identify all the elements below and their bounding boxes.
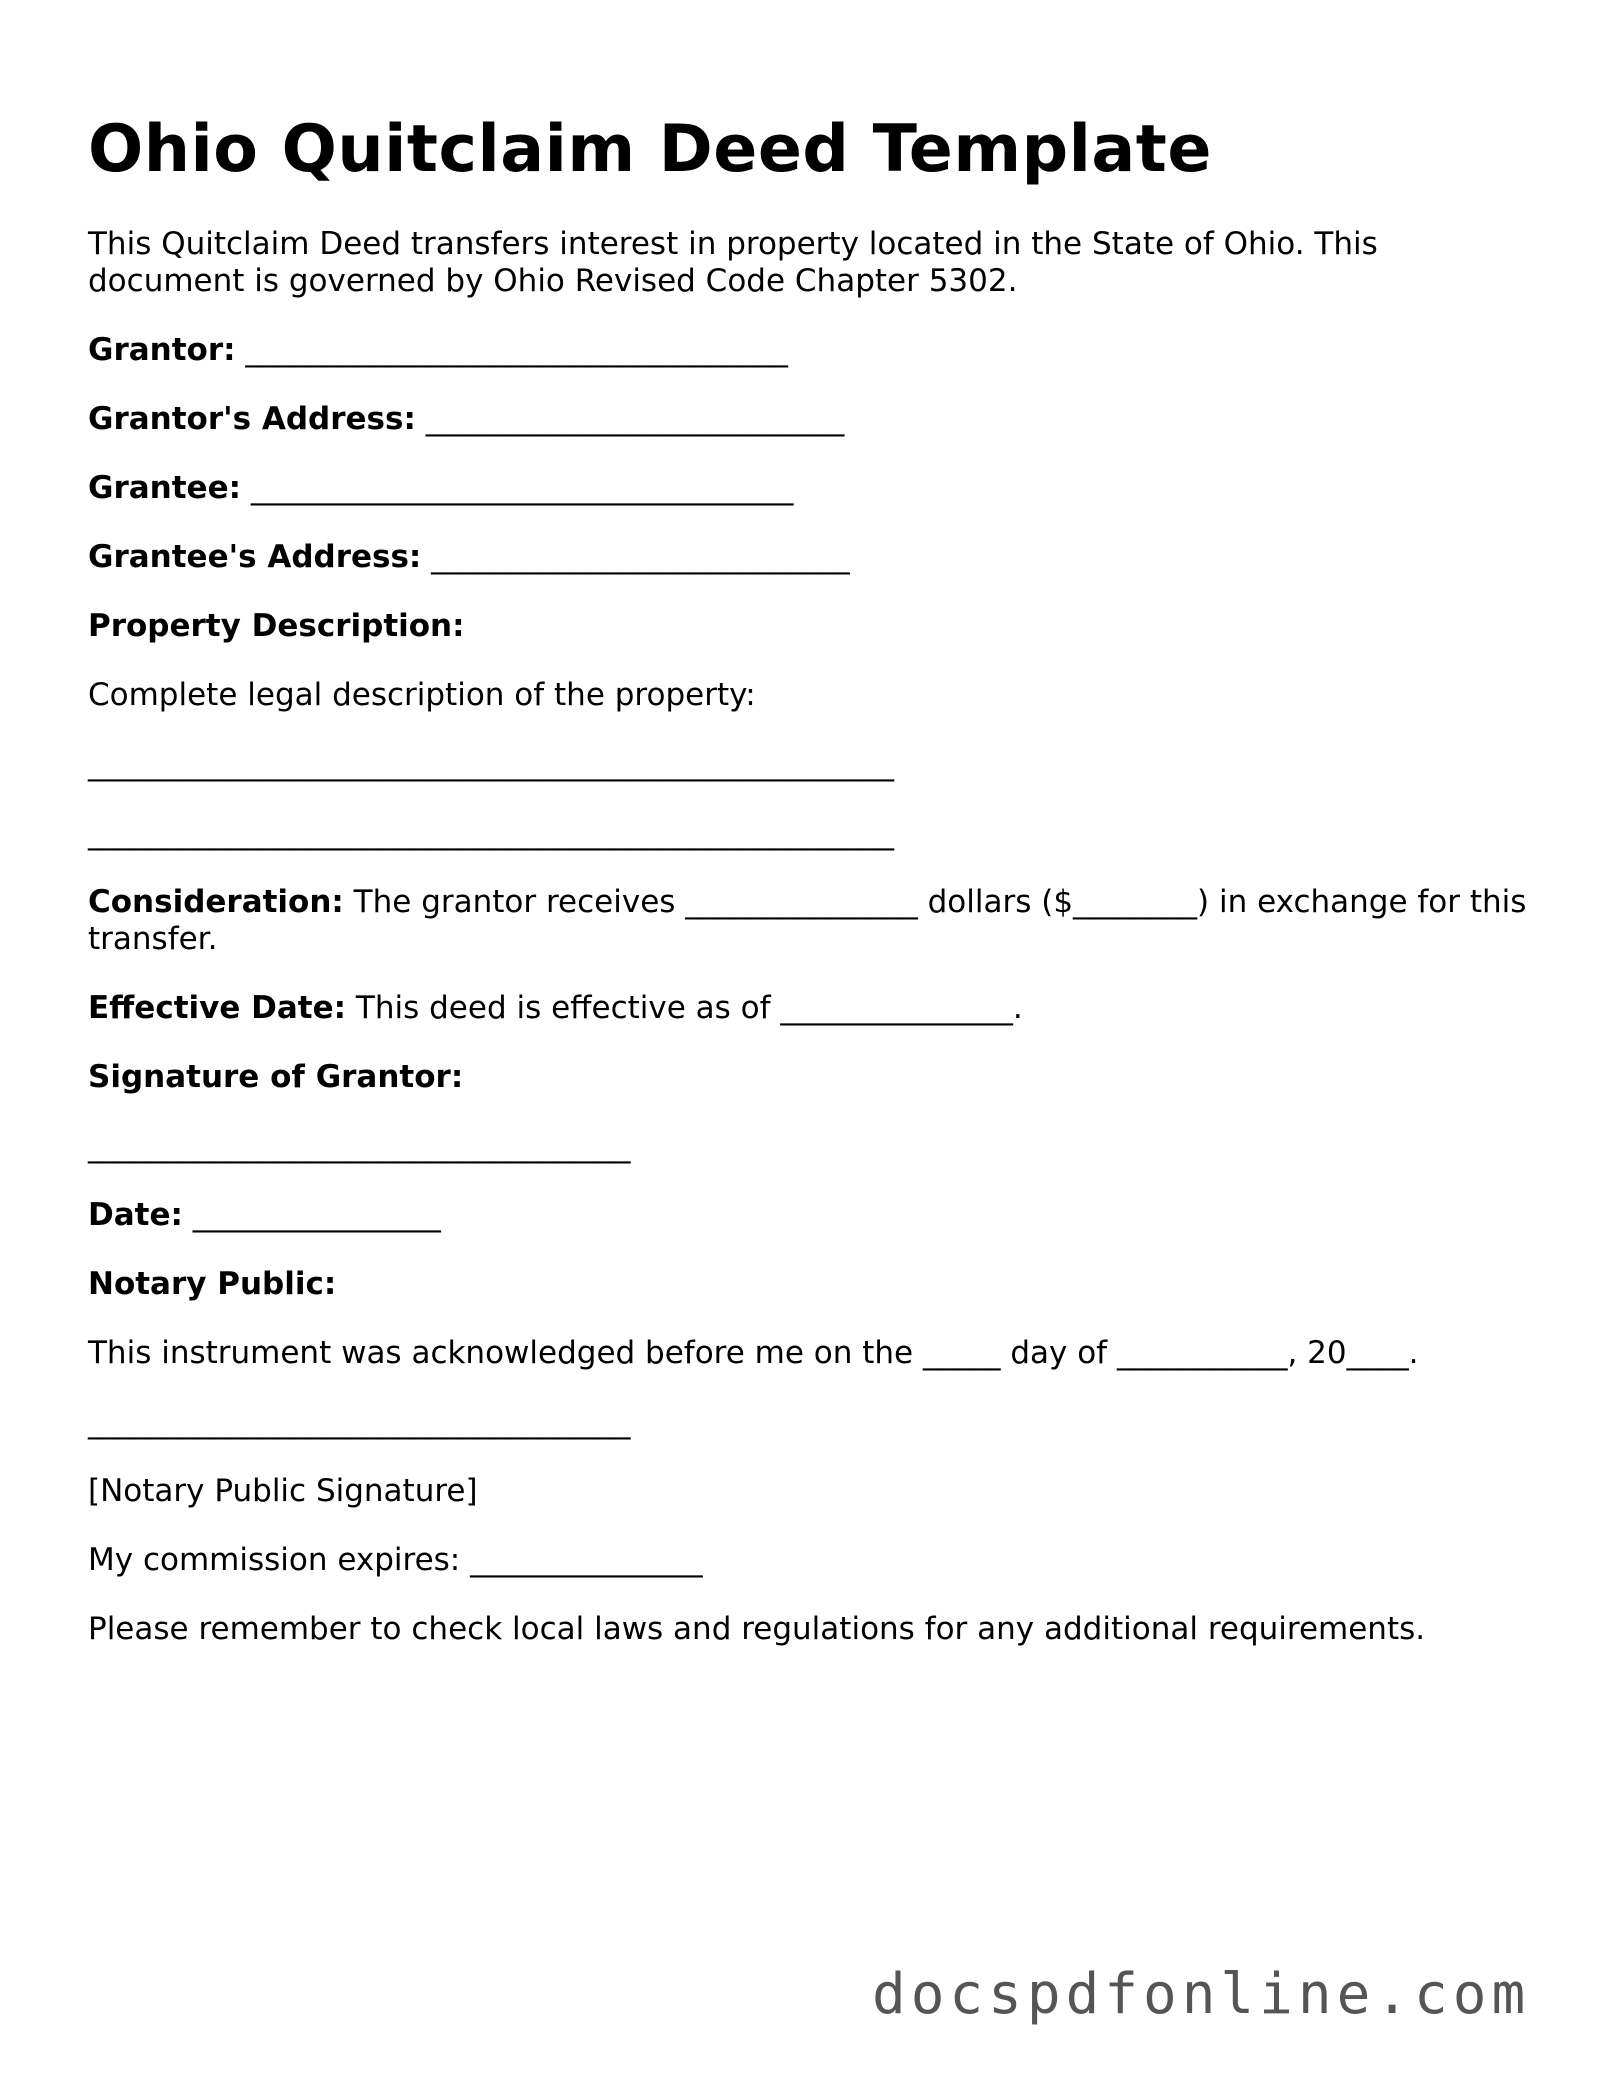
grantor-address-label: Grantor's Address: — [88, 401, 416, 437]
watermark-text: docspdfonline.com — [872, 1962, 1531, 2027]
grantee-address-label: Grantee's Address: — [88, 539, 422, 575]
grantor-address-blank[interactable]: ___________________________ — [425, 401, 845, 437]
grantor-field — [88, 332, 1528, 369]
property-description-heading — [88, 608, 1528, 645]
grantee-label: Grantee: — [88, 470, 241, 506]
grantee-blank[interactable]: ___________________________________ — [250, 470, 794, 506]
consideration-label: Consideration: — [88, 884, 344, 920]
document-title: Ohio Quitclaim Deed Template — [88, 112, 1212, 187]
consideration-field — [88, 884, 1537, 958]
intro-paragraph: This Quitclaim Deed transfers interest in property located in the State of Ohio. This document is governed by Ohio Revised Code Chapter 5302. — [88, 226, 1388, 299]
grantor-address-field — [88, 401, 1528, 438]
notary-signature-line[interactable]: ___________________________________ — [88, 1404, 631, 1440]
property-description-line-2[interactable]: ____________________________________________________ — [88, 815, 894, 851]
grantee-address-blank[interactable]: ___________________________ — [431, 539, 850, 575]
notary-heading — [88, 1266, 1528, 1303]
signature-label: Signature of Grantor: — [88, 1059, 464, 1095]
effective-date-text[interactable]: This deed is effective as of _______________. — [346, 990, 1023, 1026]
grantor-label: Grantor: — [88, 332, 236, 368]
notary-label: Notary Public: — [88, 1266, 337, 1302]
reminder-text: Please remember to check local laws and regulations for any additional requirements. — [88, 1611, 1426, 1647]
effective-date-field — [88, 990, 1528, 1027]
grantor-blank[interactable]: ___________________________________ — [245, 332, 788, 368]
property-description-line-1[interactable]: ____________________________________________________ — [88, 746, 894, 782]
date-field — [88, 1197, 1528, 1234]
effective-date-label: Effective Date: — [88, 990, 347, 1026]
property-description-label: Property Description: — [88, 608, 465, 644]
signature-heading — [88, 1059, 1528, 1096]
commission-expiry-field[interactable]: My commission expires: _______________ — [88, 1542, 703, 1578]
date-label: Date: — [88, 1197, 183, 1233]
notary-acknowledgment[interactable]: This instrument was acknowledged before me on the _____ day of ___________, 20____. — [88, 1335, 1419, 1371]
grantee-address-field — [88, 539, 1528, 576]
notary-signature-caption: [Notary Public Signature] — [88, 1473, 478, 1509]
date-blank[interactable]: ________________ — [192, 1197, 441, 1233]
grantee-field — [88, 470, 1528, 507]
property-description-instruction: Complete legal description of the property: — [88, 677, 756, 713]
consideration-text[interactable]: The grantor receives _______________ dollars ($________) in exchange for this transfer. — [88, 884, 1537, 957]
deed-document — [88, 110, 1537, 1648]
grantor-signature-line[interactable]: ___________________________________ — [88, 1128, 631, 1164]
